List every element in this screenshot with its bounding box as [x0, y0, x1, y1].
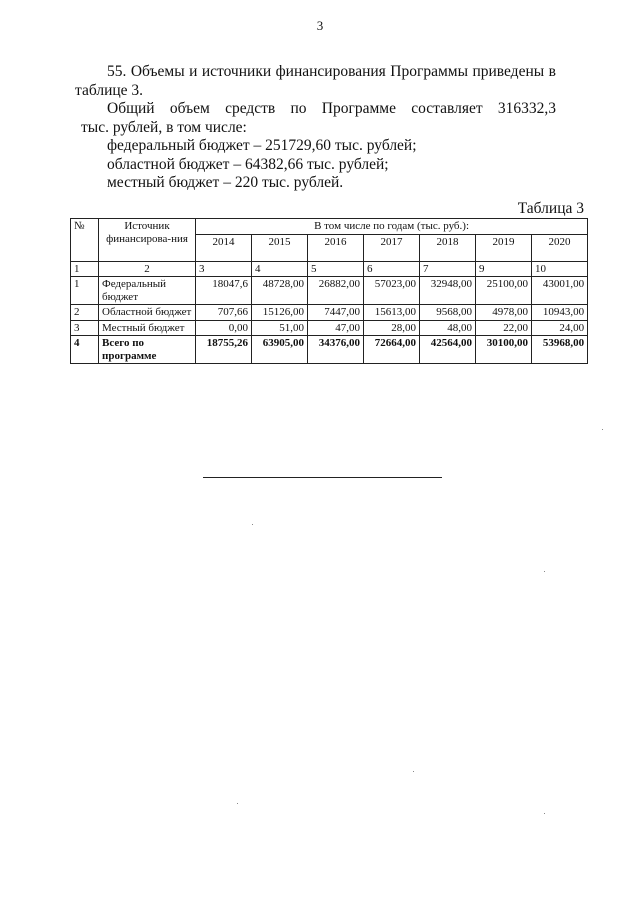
- table-row-local: [71, 320, 588, 336]
- table-row-federal: [71, 277, 588, 305]
- header-year: 2016: [308, 234, 364, 261]
- word: объем: [169, 100, 210, 117]
- financing-text: [75, 63, 556, 193]
- word: средств: [225, 100, 276, 117]
- index-cell: 5: [308, 261, 364, 277]
- page-number: 3: [316, 18, 324, 33]
- budget-federal-line: федеральный бюджет – 251729,60 тыс. рублей;: [107, 137, 417, 154]
- index-cell: 1: [71, 261, 99, 277]
- budget-regional-line: областной бюджет – 64382,66 тыс. рублей;: [107, 155, 389, 173]
- paragraph-1-line-2: таблице 3.: [75, 81, 144, 99]
- index-cell: 7: [420, 261, 476, 277]
- word: 316332,3: [497, 100, 556, 117]
- scan-speck: [413, 771, 414, 772]
- table-row-regional: [71, 305, 588, 321]
- value-cell: 63905,00: [252, 336, 308, 364]
- table-row-total: [71, 336, 588, 364]
- row-source: Областной бюджет: [99, 305, 196, 321]
- word: источники: [201, 63, 272, 80]
- header-year: 2019: [476, 234, 532, 261]
- header-year: 2020: [532, 234, 588, 261]
- value-cell: 707,66: [196, 305, 252, 321]
- word: по: [290, 100, 307, 117]
- value-cell: 15126,00: [252, 305, 308, 321]
- scan-speck: [237, 803, 238, 804]
- value-cell: 15613,00: [364, 305, 420, 321]
- word: Объемы: [130, 63, 185, 80]
- scan-speck: [252, 524, 253, 525]
- paragraph-2-line-2: тыс. рублей, в том числе:: [81, 118, 247, 136]
- header-source: Источник финансирова-ния: [99, 219, 196, 262]
- word: финансирования: [275, 63, 386, 80]
- value-cell: 9568,00: [420, 305, 476, 321]
- header-year: 2017: [364, 234, 420, 261]
- value-cell: 48728,00: [252, 277, 308, 305]
- value-cell: 4978,00: [476, 305, 532, 321]
- row-number: 4: [71, 336, 99, 364]
- index-cell: 3: [196, 261, 252, 277]
- value-cell: 0,00: [196, 320, 252, 336]
- value-cell: 34376,00: [308, 336, 364, 364]
- budget-local-line: местный бюджет – 220 тыс. рублей.: [107, 174, 344, 191]
- row-source: Всего по программе: [99, 336, 196, 364]
- value-cell: 51,00: [252, 320, 308, 336]
- table-index-row: [71, 261, 588, 277]
- word: Программы: [390, 63, 468, 80]
- table-caption: Таблица 3: [517, 200, 584, 217]
- word: и: [189, 63, 198, 80]
- value-cell: 25100,00: [476, 277, 532, 305]
- row-source: Федеральный бюджет: [99, 277, 196, 305]
- word: 55.: [107, 63, 127, 80]
- value-cell: 18755,26: [196, 336, 252, 364]
- financing-table: [70, 218, 588, 364]
- value-cell: 24,00: [532, 320, 588, 336]
- value-cell: 30100,00: [476, 336, 532, 364]
- table-header-row: [71, 219, 588, 235]
- value-cell: 43001,00: [532, 277, 588, 305]
- value-cell: 26882,00: [308, 277, 364, 305]
- header-year: 2015: [252, 234, 308, 261]
- value-cell: 48,00: [420, 320, 476, 336]
- index-cell: 10: [532, 261, 588, 277]
- row-source: Местный бюджет: [99, 320, 196, 336]
- header-year: 2018: [420, 234, 476, 261]
- end-separator-line: [203, 477, 442, 478]
- index-cell: 6: [364, 261, 420, 277]
- index-cell: 9: [476, 261, 532, 277]
- word: приведены: [472, 63, 545, 80]
- index-cell: 4: [252, 261, 308, 277]
- row-number: 2: [71, 305, 99, 321]
- value-cell: 47,00: [308, 320, 364, 336]
- word: Программе: [321, 100, 396, 117]
- value-cell: 32948,00: [420, 277, 476, 305]
- paragraph-1-line-1: [75, 63, 556, 82]
- header-years-group: В том числе по годам (тыс. руб.):: [196, 219, 588, 235]
- scan-speck: [602, 429, 603, 430]
- value-cell: 10943,00: [532, 305, 588, 321]
- scan-speck: [544, 813, 545, 814]
- paragraph-2-line-1: [75, 100, 556, 119]
- word: Общий: [107, 100, 155, 117]
- word: в: [548, 63, 556, 80]
- header-number: №: [71, 219, 99, 262]
- value-cell: 42564,00: [420, 336, 476, 364]
- value-cell: 18047,6: [196, 277, 252, 305]
- value-cell: 72664,00: [364, 336, 420, 364]
- row-number: 3: [71, 320, 99, 336]
- header-year: 2014: [196, 234, 252, 261]
- row-number: 1: [71, 277, 99, 305]
- word: составляет: [411, 100, 483, 117]
- value-cell: 7447,00: [308, 305, 364, 321]
- value-cell: 28,00: [364, 320, 420, 336]
- value-cell: 22,00: [476, 320, 532, 336]
- index-cell: 2: [99, 261, 196, 277]
- scan-speck: [544, 571, 545, 572]
- value-cell: 53968,00: [532, 336, 588, 364]
- value-cell: 57023,00: [364, 277, 420, 305]
